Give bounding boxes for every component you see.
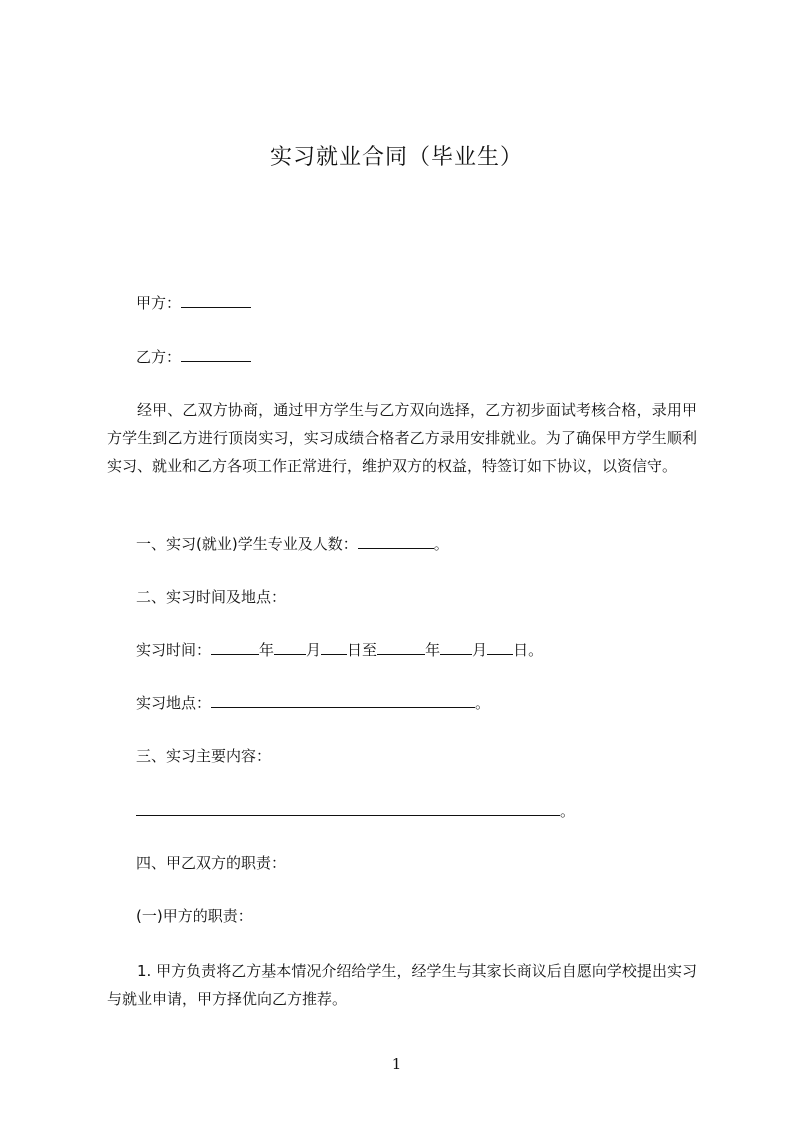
subsection1-heading: (一)甲方的职责： xyxy=(136,907,253,925)
start-year-blank[interactable] xyxy=(211,639,259,655)
place-blank[interactable] xyxy=(211,692,475,708)
end-month-blank[interactable] xyxy=(440,639,472,655)
day-to-chars: 日至 xyxy=(347,641,378,659)
year-char: 年 xyxy=(259,641,275,659)
time-label: 实习时间： xyxy=(136,641,212,659)
section3-heading: 三、实习主要内容： xyxy=(136,747,272,765)
start-day-blank[interactable] xyxy=(321,639,347,655)
section2-heading: 二、实习时间及地点： xyxy=(136,588,287,606)
year2-char: 年 xyxy=(425,641,441,659)
start-month-blank[interactable] xyxy=(274,639,306,655)
place-end: 。 xyxy=(475,694,491,712)
place-label: 实习地点： xyxy=(136,694,212,712)
section4-heading: 四、甲乙双方的职责： xyxy=(136,854,287,872)
party-b-line xyxy=(136,346,251,367)
time-line xyxy=(136,639,543,660)
section1-end: 。 xyxy=(433,535,449,553)
page-number: 1 xyxy=(391,1055,402,1073)
day-end-chars: 日。 xyxy=(513,641,544,659)
end-day-blank[interactable] xyxy=(487,639,513,655)
content-line xyxy=(136,800,575,821)
item1-paragraph: 1. 甲方负责将乙方基本情况介绍给学生，经学生与其家长商议后自愿向学校提出实习与就业申请，甲方择优向乙方推荐。 xyxy=(107,962,697,1008)
party-b-blank[interactable] xyxy=(181,346,251,362)
section1-line xyxy=(136,533,449,554)
section1-blank[interactable] xyxy=(358,533,434,549)
section1-label: 一、实习(就业)学生专业及人数： xyxy=(136,535,358,553)
party-b-label: 乙方： xyxy=(136,348,182,366)
content-end: 。 xyxy=(560,802,576,820)
document-title: 实习就业合同（毕业生） xyxy=(269,145,523,170)
month2-char: 月 xyxy=(472,641,488,659)
intro-paragraph: 经甲、乙双方协商，通过甲方学生与乙方双向选择，乙方初步面试考核合格，录用甲方学生到乙方进行顶岗实习，实习成绩合格者乙方录用安排就业。为了确保甲方学生顺利实习、就业和乙方各项工作正常进行，维护双方的权益，特签订如下协议，以资信守。 xyxy=(107,401,697,475)
end-year-blank[interactable] xyxy=(377,639,425,655)
party-a-blank[interactable] xyxy=(181,292,251,308)
party-a-label: 甲方： xyxy=(136,294,182,312)
content-blank[interactable] xyxy=(136,800,560,816)
place-line xyxy=(136,692,490,713)
month-char: 月 xyxy=(306,641,322,659)
party-a-line xyxy=(136,292,251,313)
